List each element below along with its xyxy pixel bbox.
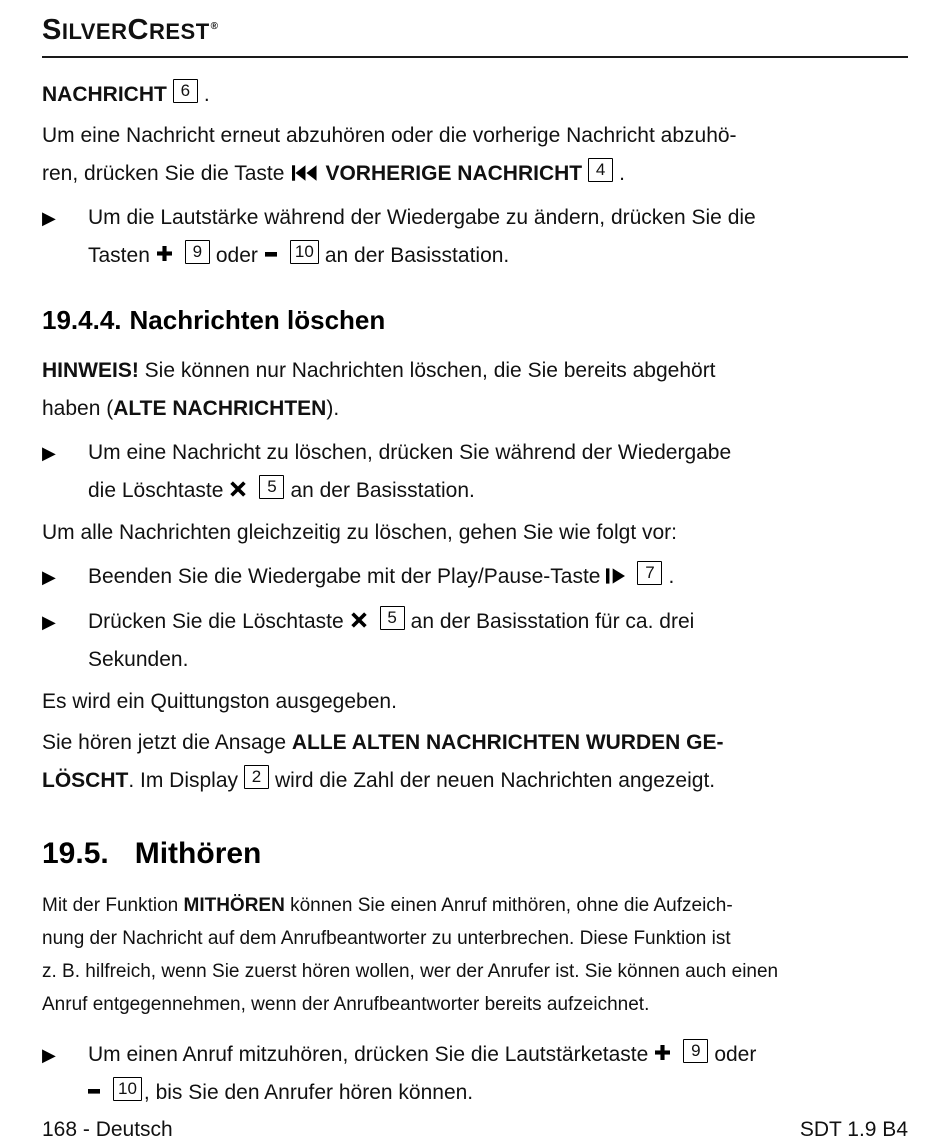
body-text: Um alle Nachrichten gleichzeitig zu löschen, gehen Sie wie folgt vor: bbox=[42, 521, 677, 544]
part-ref-box: 6 bbox=[173, 79, 198, 103]
body-text: . bbox=[619, 162, 625, 185]
keyword-text: NACHRICHT bbox=[42, 83, 167, 106]
section-title: Mithören bbox=[134, 837, 262, 870]
body-text: Sekunden. bbox=[88, 648, 189, 671]
part-ref-box: 5 bbox=[259, 475, 284, 499]
part-ref-box: 5 bbox=[380, 606, 405, 630]
delete-x-icon bbox=[230, 481, 246, 497]
body-text: ). bbox=[326, 397, 340, 420]
paragraph-announcement bbox=[42, 724, 908, 800]
paragraph-delete-all-intro bbox=[42, 514, 908, 552]
part-ref-box: 9 bbox=[683, 1039, 708, 1063]
body-text: an der Basisstation. bbox=[324, 244, 510, 267]
body-text: z. B. hilfreich, wenn Sie zuerst hören wollen, wer der Anrufer ist. Sie können auch einen bbox=[42, 961, 779, 982]
section-heading-monitor bbox=[42, 837, 908, 871]
page-footer bbox=[42, 1116, 908, 1144]
section-heading-delete-messages bbox=[42, 305, 908, 336]
minus-icon bbox=[88, 1089, 100, 1094]
footer-model-number: SDT 1.9 B4 bbox=[799, 1118, 908, 1141]
part-ref-box: 2 bbox=[244, 765, 269, 789]
body-text: Mit der Funktion bbox=[42, 895, 184, 916]
note-keyword: HINWEIS! bbox=[42, 359, 139, 382]
body-text: haben ( bbox=[42, 397, 114, 420]
logo-text: C bbox=[127, 14, 149, 46]
header-divider bbox=[42, 56, 908, 58]
body-text: Um eine Nachricht zu löschen, drücken Sie während der Wiedergabe bbox=[88, 441, 732, 464]
registered-mark: ® bbox=[210, 21, 219, 32]
body-text: Um eine Nachricht erneut abzuhören oder die vorherige Nachricht abzuhö- bbox=[42, 124, 737, 147]
body-text: an der Basisstation für ca. drei bbox=[410, 610, 695, 633]
triangle-bullet-icon: ▶ bbox=[42, 567, 56, 587]
list-item-listen-in bbox=[42, 1036, 908, 1112]
brand-logo bbox=[42, 12, 908, 50]
paragraph-previous-message bbox=[42, 117, 908, 193]
body-text: Um einen Anruf mitzuhören, drücken Sie die Lautstärketaste bbox=[88, 1043, 649, 1066]
part-ref-box: 9 bbox=[185, 240, 210, 264]
triangle-bullet-icon: ▶ bbox=[42, 1045, 56, 1065]
body-text: nung der Nachricht auf dem Anrufbeantworter zu unterbrechen. Diese Funktion ist bbox=[42, 928, 731, 949]
part-ref-box: 4 bbox=[588, 158, 613, 182]
part-ref-box: 10 bbox=[113, 1077, 142, 1101]
body-text: Tasten bbox=[88, 244, 150, 267]
minus-icon bbox=[265, 252, 277, 257]
announcement-text: ALLE ALTEN NACHRICHTEN WURDEN GE- bbox=[291, 731, 724, 754]
body-text: Es wird ein Quittungston ausgegeben. bbox=[42, 690, 397, 713]
body-text: die Löschtaste bbox=[88, 479, 224, 502]
keyword-text: MITHÖREN bbox=[183, 895, 285, 916]
footer-page-number: 168 - Deutsch bbox=[42, 1118, 173, 1141]
body-text: Anruf entgegennehmen, wenn der Anrufbeantworter bereits aufzeichnet. bbox=[42, 994, 650, 1015]
logo-text: ILVER bbox=[61, 19, 128, 44]
body-text: Um die Lautstärke während der Wiedergabe zu ändern, drücken Sie die bbox=[88, 206, 756, 229]
section-number: 19.4.4. bbox=[42, 305, 122, 335]
previous-track-icon bbox=[292, 165, 317, 181]
paragraph-message-ref bbox=[42, 76, 908, 114]
body-text: Sie hören jetzt die Ansage bbox=[42, 731, 292, 754]
paragraph-monitor-description bbox=[42, 889, 908, 1021]
paragraph-confirm-tone bbox=[42, 683, 908, 721]
triangle-bullet-icon: ▶ bbox=[42, 443, 56, 463]
body-text: Beenden Sie die Wiedergabe mit der Play/Pause-Taste bbox=[88, 565, 601, 588]
body-text: ren, drücken Sie die Taste bbox=[42, 162, 285, 185]
button-label-text: VORHERIGE NACHRICHT bbox=[325, 162, 583, 185]
list-item-delete-hold bbox=[42, 603, 908, 679]
section-title: Nachrichten löschen bbox=[129, 305, 386, 335]
play-pause-icon bbox=[606, 568, 625, 584]
body-text: an der Basisstation. bbox=[290, 479, 475, 502]
part-ref-box: 10 bbox=[290, 240, 319, 264]
announcement-text: LÖSCHT bbox=[42, 769, 129, 792]
body-text: wird die Zahl der neuen Nachrichten angezeigt. bbox=[275, 769, 716, 792]
body-text: oder bbox=[215, 244, 258, 267]
list-item-stop-playback bbox=[42, 558, 908, 596]
body-text: . bbox=[203, 83, 210, 106]
section-number: 19.5. bbox=[42, 837, 109, 870]
list-item-delete-message bbox=[42, 434, 908, 510]
triangle-bullet-icon: ▶ bbox=[42, 612, 56, 632]
delete-x-icon bbox=[351, 612, 367, 628]
body-text: . bbox=[668, 565, 675, 588]
body-text: oder bbox=[714, 1043, 757, 1066]
keyword-text: ALTE NACHRICHTEN bbox=[113, 397, 327, 420]
list-item-volume bbox=[42, 199, 908, 275]
logo-text: S bbox=[42, 14, 62, 46]
body-text: können Sie einen Anruf mithören, ohne die Aufzeich- bbox=[284, 895, 733, 916]
paragraph-note bbox=[42, 352, 908, 428]
triangle-bullet-icon: ▶ bbox=[42, 208, 56, 228]
body-text: , bis Sie den Anrufer hören können. bbox=[143, 1081, 474, 1104]
body-text: Sie können nur Nachrichten löschen, die Sie bereits abgehört bbox=[138, 359, 716, 382]
body-text: . Im Display bbox=[128, 769, 239, 792]
part-ref-box: 7 bbox=[637, 561, 662, 585]
logo-text: REST bbox=[148, 19, 210, 44]
plus-icon bbox=[655, 1045, 670, 1060]
plus-icon bbox=[157, 246, 172, 261]
body-text: Drücken Sie die Löschtaste bbox=[88, 610, 344, 633]
